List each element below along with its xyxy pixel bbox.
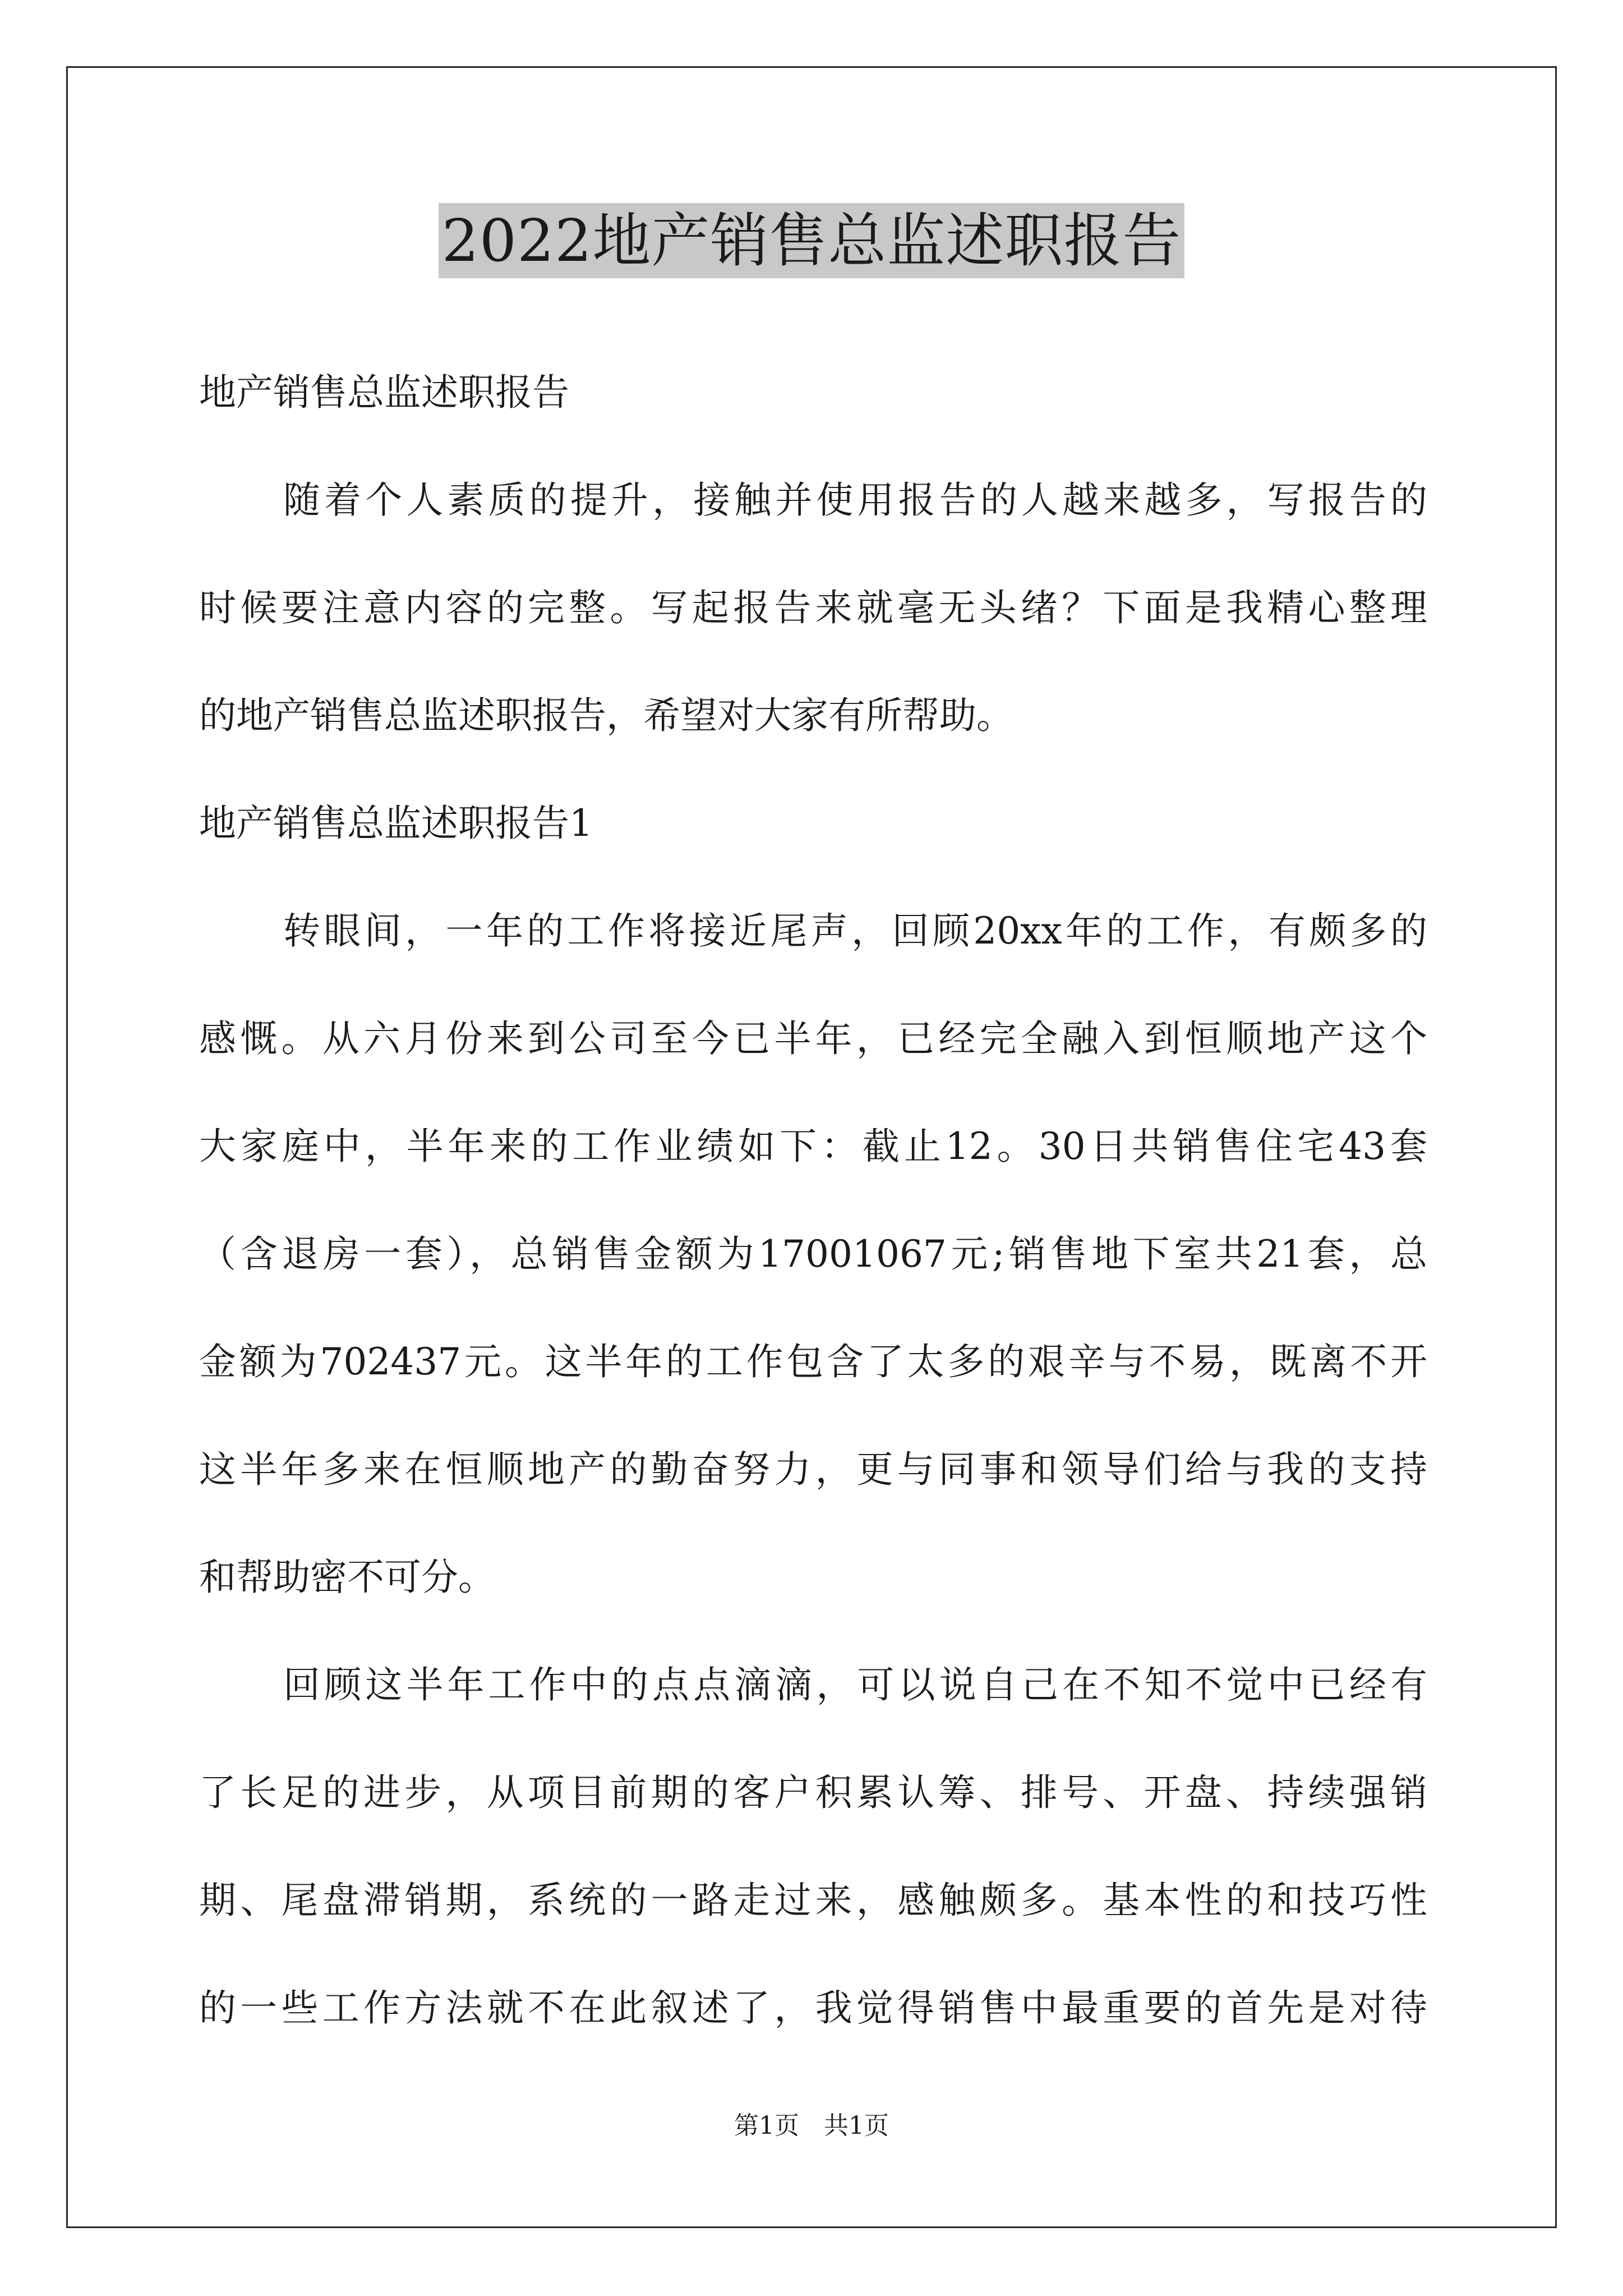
text-line: 随着个人素质的提升，接触并使用报告的人越来越多，写报告的 [283,478,1427,522]
text-line: 和帮助密不可分。 [199,1556,495,1599]
text-line: 回顾这半年工作中的点点滴滴，可以说自己在不知不觉中已经有 [283,1663,1427,1706]
text-line: 地产销售总监述职报告1 [199,802,593,845]
text-line: 了长足的进步，从项目前期的客户积累认筹、排号、开盘、持续强销 [199,1771,1427,1814]
text-line: 时候要注意内容的完整。写起报告来就毫无头绪？下面是我精心整理 [199,586,1427,629]
text-line: （含退房一套），总销售金额为17001067元;销售地下室共21套，总 [199,1232,1427,1276]
text-line: 大家庭中，半年来的工作业绩如下：截止12。30日共销售住宅43套 [199,1125,1427,1168]
document-body [199,339,1427,2062]
text-line: 的一些工作方法就不在此叙述了，我觉得销售中最重要的首先是对待 [199,1986,1427,2030]
page-footer: 第1页 共1页 [734,2111,889,2140]
text-line: 感慨。从六月份来到公司至今已半年，已经完全融入到恒顺地产这个 [199,1017,1427,1060]
document-title: 2022地产销售总监述职报告 [439,203,1185,278]
text-line: 期、尾盘滞销期，系统的一路走过来，感触颇多。基本性的和技巧性 [199,1879,1427,1922]
text-line: 转眼间，一年的工作将接近尾声，回顾20xx年的工作，有颇多的 [283,909,1427,953]
text-line: 这半年多来在恒顺地产的勤奋努力，更与同事和领导们给与我的支持 [199,1448,1427,1491]
text-line: 的地产销售总监述职报告，希望对大家有所帮助。 [199,694,1013,737]
title-container [0,203,1623,278]
text-line: 地产销售总监述职报告 [199,371,569,414]
text-line: 金额为702437元。这半年的工作包含了太多的艰辛与不易，既离不开 [199,1340,1427,1383]
